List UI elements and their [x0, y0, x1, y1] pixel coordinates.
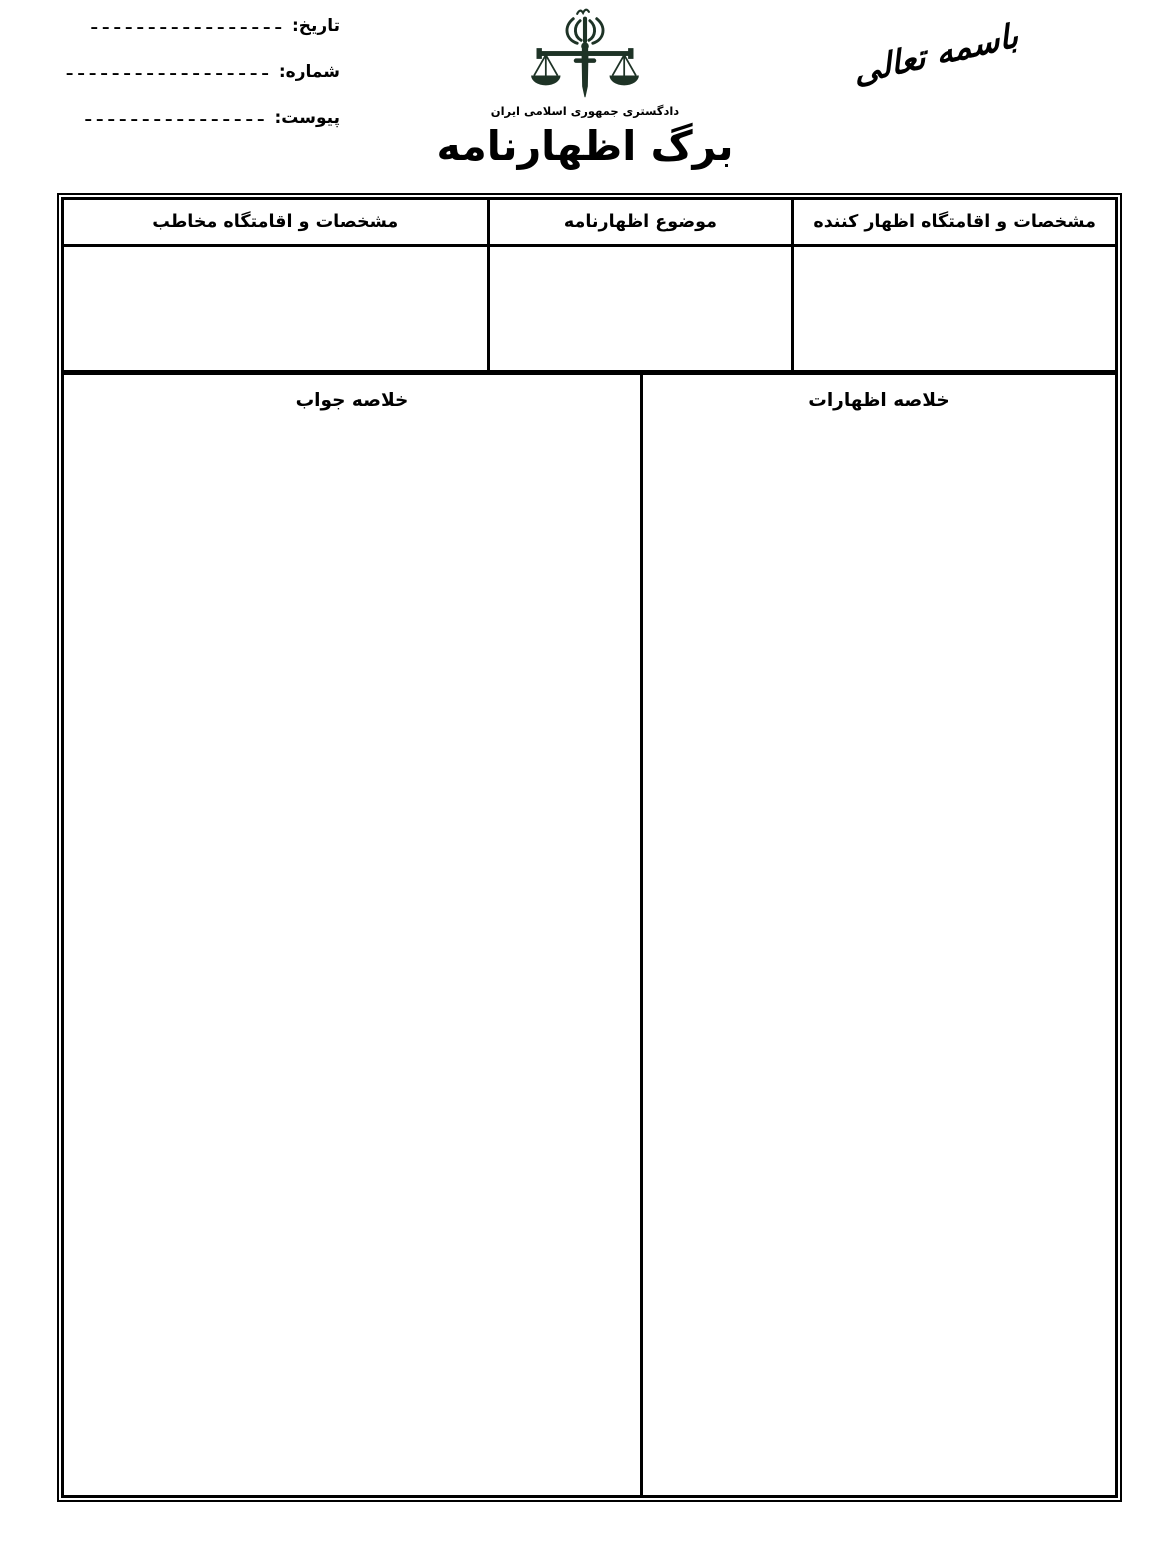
subject-input-area[interactable]: [487, 247, 792, 370]
response-summary-label: خلاصه جواب: [295, 390, 409, 411]
statements-summary-label: خلاصه اظهارات: [808, 390, 950, 411]
form-frame-inner: [61, 197, 1118, 1498]
date-value-blank[interactable]: –––––––––––––––––: [90, 17, 286, 35]
parties-table-body: [64, 247, 1115, 370]
attachment-label: پیوست:: [274, 108, 340, 128]
scales-of-justice-icon: [526, 6, 644, 102]
response-summary-cell: [64, 375, 640, 1495]
parties-table-header: [64, 200, 1115, 247]
form-title: برگ اظهارنامه: [436, 122, 734, 170]
statements-summary-input-area[interactable]: [643, 411, 1115, 451]
date-label: تاریخ:: [292, 16, 340, 36]
declarant-column-header: مشخصات و اقامتگاه اظهار کننده: [791, 200, 1115, 244]
statements-summary-cell: [640, 375, 1115, 1495]
emblem-caption: دادگستری جمهوری اسلامی ایران: [490, 104, 680, 118]
addressee-input-area[interactable]: [64, 247, 487, 370]
summaries-section: [64, 370, 1115, 1495]
bismillah-calligraphy: باسمه تعالی: [851, 15, 1021, 92]
subject-column-header: موضوع اظهارنامه: [487, 200, 792, 244]
judiciary-emblem-block: [475, 6, 695, 118]
attachment-value-blank[interactable]: ––––––––––––––––: [84, 109, 269, 127]
response-summary-input-area[interactable]: [64, 411, 640, 451]
number-label: شماره:: [278, 62, 340, 82]
number-field-row: [45, 62, 340, 82]
form-frame: [57, 193, 1122, 1502]
number-value-blank[interactable]: ––––––––––––––––––: [65, 63, 273, 81]
date-field-row: [45, 16, 340, 36]
declarant-input-area[interactable]: [791, 247, 1115, 370]
addressee-column-header: مشخصات و اقامتگاه مخاطب: [152, 212, 399, 232]
